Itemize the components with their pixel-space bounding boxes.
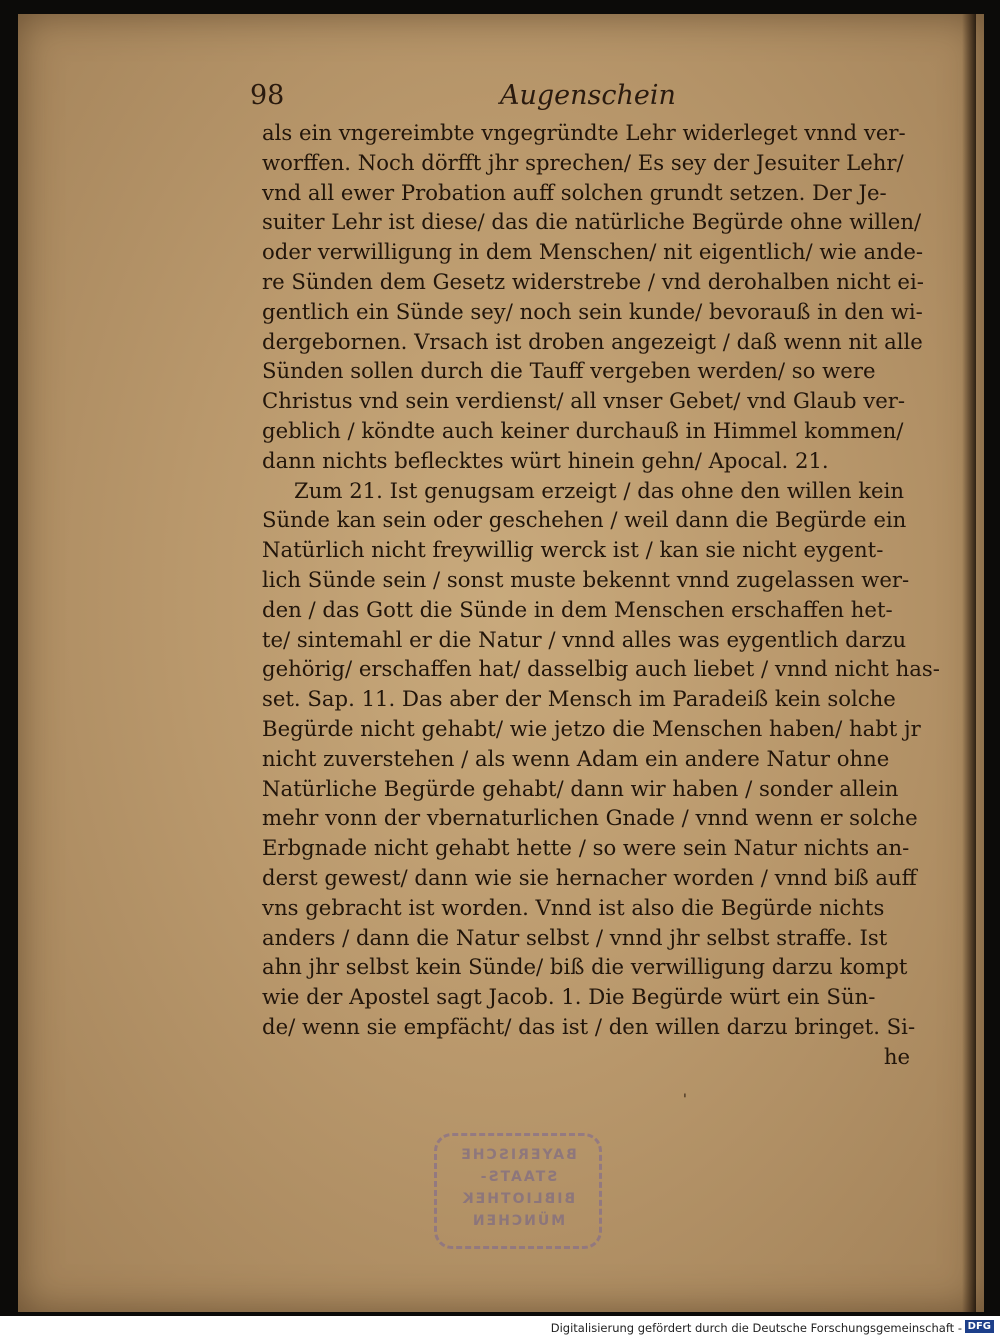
text-line: vnd all ewer Probation auff solchen grundt setzen. Der Je- bbox=[262, 179, 887, 205]
text-line: anders / dann die Natur selbst / vnnd jhr selbst straffe. Ist bbox=[262, 924, 888, 950]
page-header bbox=[250, 80, 680, 120]
funding-credit: Digitalisierung gefördert durch die Deutsche Forschungsgemeinschaft - bbox=[550, 1321, 962, 1335]
text-line: als ein vngereimbte vngegründte Lehr widerleget vnnd ver- bbox=[262, 120, 906, 145]
running-head: Augenschein bbox=[500, 80, 676, 111]
text-line: te/ sintemahl er die Natur / vnnd alles was eygentlich darzu bbox=[262, 626, 907, 652]
catchword: he bbox=[883, 1043, 910, 1069]
text-line: Christus vnd sein verdienst/ all vnser Gebet/ vnd Glaub ver- bbox=[262, 388, 906, 414]
text-line: Sünden sollen durch die Tauff vergeben werden/ so were bbox=[262, 358, 876, 384]
text-line: Erbgnade nicht gehabt hette / so were sein Natur nichts an- bbox=[262, 835, 910, 861]
text-line: oder verwilligung in dem Menschen/ nit eigentlich/ wie ande- bbox=[262, 239, 924, 265]
stamp-line: STAATS- bbox=[478, 1169, 558, 1185]
text-line: wie der Apostel sagt Jacob. 1. Die Begürde würt ein Sün- bbox=[262, 984, 876, 1010]
text-line: Zum 21. Ist genugsam erzeigt / das ohne den willen kein bbox=[294, 477, 905, 503]
text-line: Natürlich nicht freywillig werck ist / kan sie nicht eygent- bbox=[262, 537, 884, 563]
text-line: dergebornen. Vrsach ist droben angezeigt / daß wenn nit alle bbox=[262, 328, 923, 354]
signature-mark: ' bbox=[683, 1092, 687, 1108]
text-line: mehr vonn der vbernaturlichen Gnade / vnnd wenn er solche bbox=[262, 805, 918, 831]
text-line: lich Sünde sein / sonst muste bekennt vnnd zugelassen wer- bbox=[262, 566, 910, 592]
page-number: 98 bbox=[250, 80, 285, 111]
dfg-logo: DFG bbox=[965, 1320, 994, 1333]
text-line: derst gewest/ dann wie sie hernacher worden / vnnd biß auff bbox=[262, 864, 917, 890]
page-gutter-shadow bbox=[962, 14, 976, 1312]
text-line: Sünde kan sein oder geschehen / weil dann die Begürde ein bbox=[262, 507, 907, 533]
text-line: set. Sap. 11. Das aber der Mensch im Paradeiß kein solche bbox=[262, 686, 896, 712]
text-line: dann nichts beflecktes würt hinein gehn/ Apocal. 21. bbox=[262, 447, 829, 473]
text-line: geblich / köndte auch keiner durchauß in Himmel kommen/ bbox=[262, 417, 904, 443]
text-line: nicht zuverstehen / als wenn Adam ein andere Natur ohne bbox=[262, 745, 890, 771]
text-line: de/ wenn sie empfächt/ das ist / den willen darzu bringet. Si- bbox=[262, 1013, 916, 1039]
stamp-line: BAYERISCHE bbox=[459, 1147, 577, 1163]
text-line: vns gebracht ist worden. Vnnd ist also die Begürde nichts bbox=[262, 894, 885, 920]
text-line: worffen. Noch dörfft jhr sprechen/ Es sey der Jesuiter Lehr/ bbox=[262, 149, 904, 175]
text-line: re Sünden dem Gesetz widerstrebe / vnd derohalben nicht ei- bbox=[262, 268, 924, 294]
stamp-line: BIBLIOTHEK bbox=[460, 1191, 576, 1207]
text-line: Begürde nicht gehabt/ wie jetzo die Menschen haben/ habt jr bbox=[262, 715, 921, 741]
text-line: gentlich ein Sünde sey/ noch sein kunde/ bevorauß in den wi- bbox=[262, 298, 923, 324]
text-line: Natürliche Begürde gehabt/ dann wir haben / sonder allein bbox=[262, 775, 899, 801]
footer-bar bbox=[0, 1316, 1000, 1340]
text-line: gehörig/ erschaffen hat/ dasselbig auch liebet / vnnd nicht has- bbox=[262, 656, 940, 682]
stamp-line: MÜNCHEN bbox=[470, 1213, 566, 1229]
library-stamp bbox=[434, 1133, 602, 1249]
body-text bbox=[262, 118, 940, 1072]
text-line: den / das Gott die Sünde in dem Menschen erschaffen het- bbox=[262, 596, 893, 622]
text-line: ahn jhr selbst kein Sünde/ biß die verwilligung darzu kompt bbox=[262, 954, 908, 980]
text-line: suiter Lehr ist diese/ das die natürliche Begürde ohne willen/ bbox=[262, 209, 922, 235]
